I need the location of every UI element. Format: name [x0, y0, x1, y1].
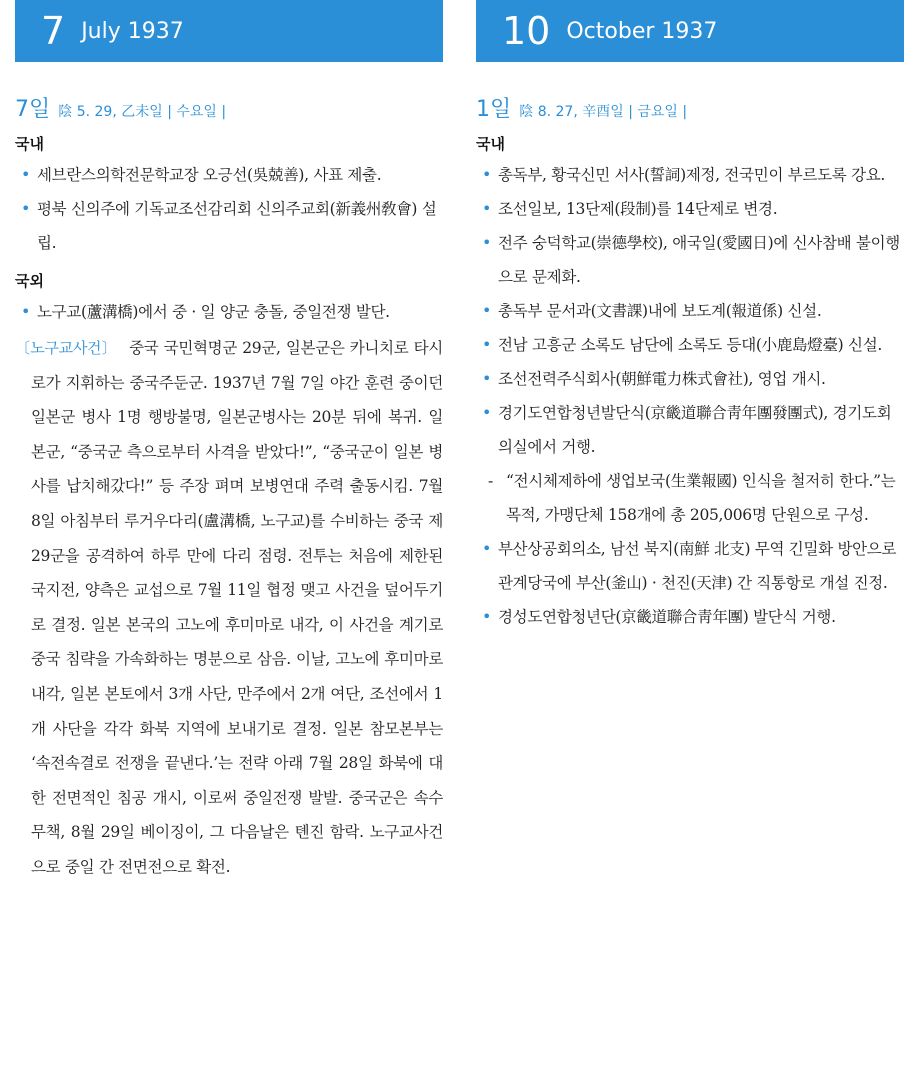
- list-item: • 경성도연합청년단(京畿道聯合靑年團) 발단식 거행.: [476, 600, 904, 634]
- domestic-list-b: [476, 532, 904, 634]
- incident-note: [15, 331, 443, 885]
- section-domestic: 국내: [15, 135, 44, 153]
- list-item: • 부산상공회의소, 남선 북지(南鮮 北支) 무역 긴밀화 방안으로 관계당국에 부산(釜山) · 천진(天津) 간 직통항로 개설 진정.: [476, 532, 904, 600]
- section-foreign: 국외: [15, 272, 44, 290]
- banner-day: 10: [502, 9, 551, 53]
- list-item: • 노구교(蘆溝橋)에서 중 · 일 양군 충돌, 중일전쟁 발단.: [15, 295, 443, 329]
- day-heading: [15, 92, 443, 123]
- banner-month-year: October 1937: [566, 18, 718, 44]
- right-column: [476, 0, 904, 634]
- banner-day: 7: [41, 9, 66, 53]
- list-item: • 평북 신의주에 기독교조선감리회 신의주교회(新義州敎會) 설립.: [15, 192, 443, 260]
- sub-dash: -: [488, 472, 493, 490]
- sub-text: “전시체제하에 생업보국(生業報國) 인식을 철저히 한다.”는 목적, 가맹단체 158개에 총 205,006명 단원으로 구성.: [506, 472, 896, 524]
- domestic-list-a: [476, 158, 904, 464]
- list-item: • 경기도연합청년발단식(京畿道聯合靑年團發團式), 경기도회의실에서 거행.: [476, 396, 904, 464]
- day-number: 1일: [476, 97, 512, 122]
- list-item: • 전주 숭덕학교(崇德學校), 애국일(愛國日)에 신사참배 불이행으로 문제화.: [476, 226, 904, 294]
- foreign-list: [15, 295, 443, 329]
- left-column: [15, 0, 443, 885]
- list-item: • 총독부 문서과(文書課)내에 보도계(報道係) 신설.: [476, 294, 904, 328]
- list-item: • 조선전력주식회사(朝鮮電力株式會社), 영업 개시.: [476, 362, 904, 396]
- day-number: 7일: [15, 97, 51, 122]
- domestic-list: [15, 158, 443, 260]
- list-item: • 세브란스의학전문학교장 오긍선(吳兢善), 사표 제출.: [15, 158, 443, 192]
- day-info: 陰 5. 29, 乙未일 | 수요일 |: [58, 104, 227, 120]
- list-item: • 전남 고흥군 소록도 남단에 소록도 등대(小鹿島燈臺) 신설.: [476, 328, 904, 362]
- incident-tag: 〔노구교사건〕: [15, 339, 118, 357]
- sub-item: [476, 464, 904, 532]
- section-domestic: 국내: [476, 135, 505, 153]
- day-info: 陰 8. 27, 辛酉일 | 금요일 |: [519, 104, 688, 120]
- incident-text: 중국 국민혁명군 29군, 일본군은 카니치로 타시로가 지휘하는 중국주둔군. 1937년 7월 7일 야간 훈련 중이던 일본군 병사 1명 행방불명, 일본군병사는 20분 뒤에 복귀. 일본군, “중국군 측으로부터 사격을 받았다!”, “중국군이 일본 병사를 납치해갔다!” 등 주장 펴며 보병연대 주력 출동시킴. 7월 8일 아침부터 루거우다리(盧溝橋, 노구교)를 수비하는 중국 제29군을 공격하여 하루 만에 다리 점령. 전투는 처음에 제한된 국지전, 양측은 교섭으로 7월 11일 협정 맺고 사건을 덮어두기로 결정. 일본 본국의 고노에 후미마로 내각, 이 사건을 계기로 중국 침략을 가속화하는 명분으로 삼음. 이날, 고노에 후미마로 내각, 일본 본토에서 3개 사단, 만주에서 2개 여단, 조선에서 1개 사단을 각각 화북 지역에 보내기로 결정. 일본 참모본부는 ‘속전속결로 전쟁을 끝낸다.’는 전략 아래 7월 28일 화북에 대한 전면적인 침공 개시, 이로써 중일전쟁 발발. 중국군은 속수무책, 8월 29일 베이징이, 그 다음날은 톈진 함락. 노구교사건으로 중일 간 전면전으로 확전.: [31, 339, 443, 876]
- date-banner-right: [476, 0, 904, 62]
- day-heading: [476, 92, 904, 123]
- banner-month-year: July 1937: [81, 18, 184, 44]
- list-item: • 조선일보, 13단제(段制)를 14단제로 변경.: [476, 192, 904, 226]
- date-banner-left: [15, 0, 443, 62]
- list-item: • 총독부, 황국신민 서사(誓詞)제정, 전국민이 부르도록 강요.: [476, 158, 904, 192]
